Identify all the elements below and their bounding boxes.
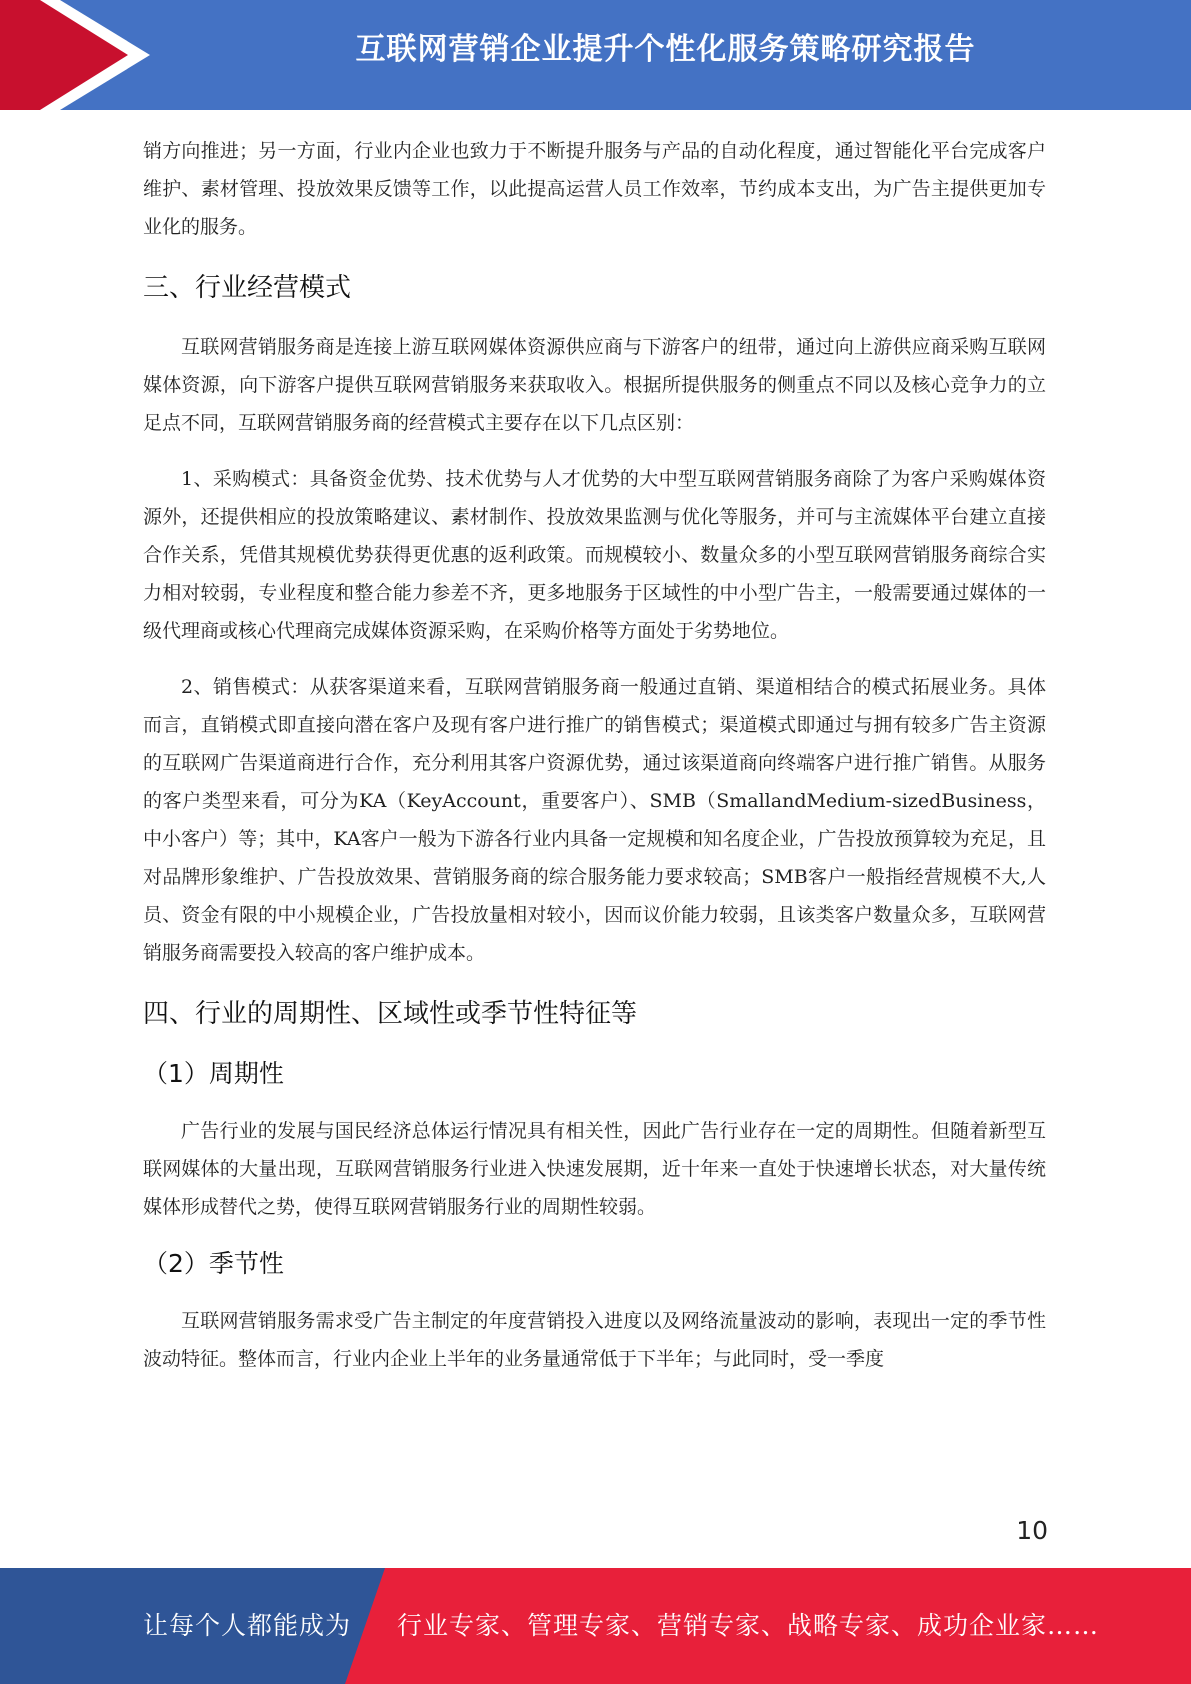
- page-footer: [0, 1568, 1191, 1684]
- subsection-seasonality-paragraph: 互联网营销服务需求受广告主制定的年度营销投入进度以及网络流量波动的影响，表现出一定的季节性波动特征。整体而言，行业内企业上半年的业务量通常低于下半年；与此同时，受一季度: [143, 1310, 1046, 1370]
- footer-slogan-left: 让每个人都能成为: [143, 1611, 352, 1640]
- subsection-cyclicality-heading: （1）周期性: [143, 1059, 284, 1088]
- intro-paragraph: 销方向推进；另一方面，行业内企业也致力于不断提升服务与产品的自动化程度，通过智能化平台完成客户维护、素材管理、投放效果反馈等工作，以此提高运营人员工作效率，节约成本支出，为广告主提供更加专业化的服务。: [143, 140, 1046, 238]
- section3-paragraph-3: 2、销售模式：从获客渠道来看，互联网营销服务商一般通过直销、渠道相结合的模式拓展业务。具体而言，直销模式即直接向潜在客户及现有客户进行推广的销售模式；渠道模式即通过与拥有较多广告主资源的互联网广告渠道商进行合作，充分利用其客户资源优势，通过该渠道商向终端客户进行推广销售。从服务的客户类型来看，可分为KA（KeyAccount，重要客户）、SMB（SmallandMedium-sizedBusiness，中小客户）等；其中，KA客户一般为下游各行业内具备一定规模和知名度企业，广告投放预算较为充足，且对品牌形象维护、广告投放效果、营销服务商的综合服务能力要求较高；SMB客户一般指经营规模不大,人员、资金有限的中小规模企业，广告投放量相对较小，因而议价能力较弱，且该类客户数量众多，互联网营销服务商需要投入较高的客户维护成本。: [143, 676, 1046, 964]
- page-header: [0, 0, 1191, 110]
- subsection-seasonality-heading: （2）季节性: [143, 1249, 284, 1278]
- section3-paragraph-2: 1、采购模式：具备资金优势、技术优势与人才优势的大中型互联网营销服务商除了为客户采购媒体资源外，还提供相应的投放策略建议、素材制作、投放效果监测与优化等服务，并可与主流媒体平台建立直接合作关系，凭借其规模优势获得更优惠的返利政策。而规模较小、数量众多的小型互联网营销服务商综合实力相对较弱，专业程度和整合能力参差不齐，更多地服务于区域性的中小型广告主，一般需要通过媒体的一级代理商或核心代理商完成媒体资源采购，在采购价格等方面处于劣势地位。: [143, 468, 1046, 642]
- document-title: 互联网营销企业提升个性化服务策略研究报告: [355, 32, 976, 67]
- document-body: [143, 132, 1046, 1378]
- section3-heading: 三、行业经营模式: [143, 273, 352, 303]
- header-arrow-decoration: [0, 0, 160, 110]
- subsection-cyclicality-paragraph: 广告行业的发展与国民经济总体运行情况具有相关性，因此广告行业存在一定的周期性。但随着新型互联网媒体的大量出现，互联网营销服务行业进入快速发展期，近十年来一直处于快速增长状态，对大量传统媒体形成替代之势，使得互联网营销服务行业的周期性较弱。: [143, 1120, 1046, 1218]
- section4-heading: 四、行业的周期性、区域性或季节性特征等: [143, 999, 638, 1029]
- page-number: 10: [1016, 1516, 1048, 1545]
- footer-slogan-right: 行业专家、管理专家、营销专家、战略专家、成功企业家……: [397, 1611, 1100, 1640]
- section3-paragraph-1: 互联网营销服务商是连接上游互联网媒体资源供应商与下游客户的纽带，通过向上游供应商采购互联网媒体资源，向下游客户提供互联网营销服务来获取收入。根据所提供服务的侧重点不同以及核心竞争力的立足点不同，互联网营销服务商的经营模式主要存在以下几点区别：: [143, 336, 1046, 434]
